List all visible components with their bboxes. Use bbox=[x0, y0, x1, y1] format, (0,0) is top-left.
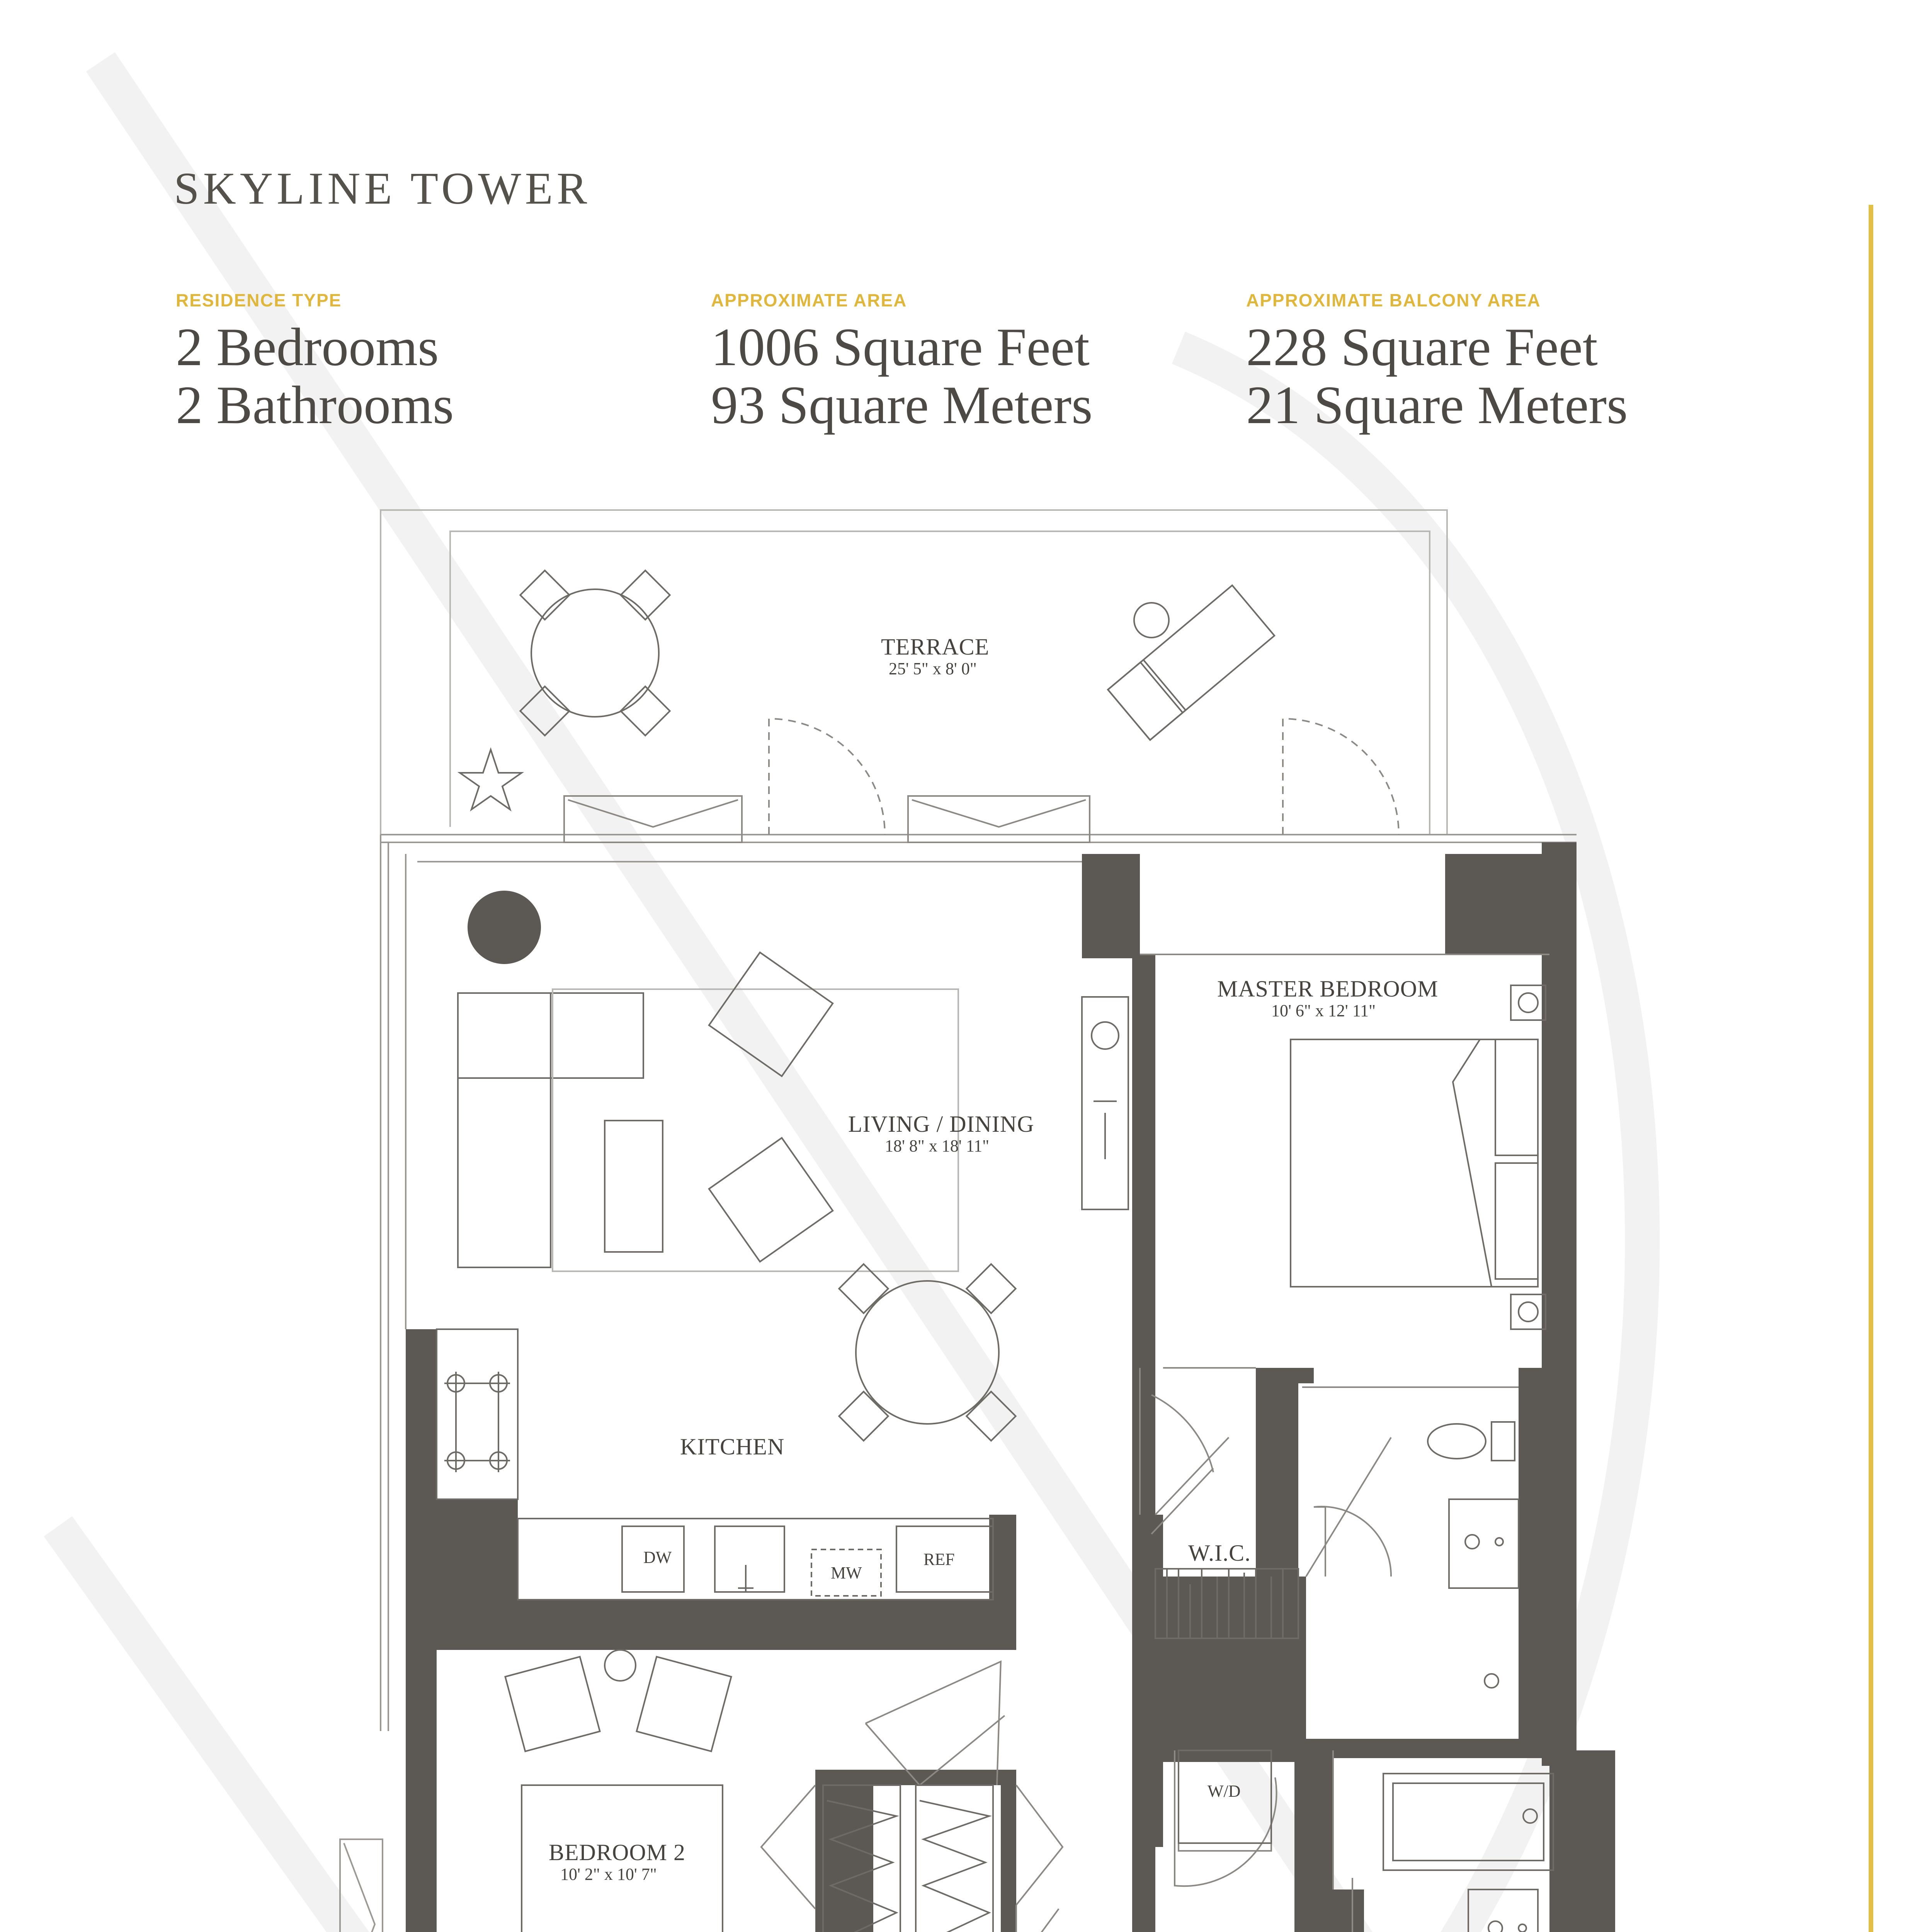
room-label-terrace: TERRACE bbox=[881, 634, 990, 660]
spec-value: 1006 Square Feet bbox=[711, 317, 1090, 377]
spec-label: APPROXIMATE AREA bbox=[711, 290, 907, 310]
room-dim-terrace: 25' 5" x 8' 0" bbox=[889, 659, 977, 678]
spec-value: 2 Bathrooms bbox=[176, 375, 454, 435]
appliance-microwave: MW bbox=[831, 1563, 862, 1582]
room-dim-bedroom-2: 10' 2" x 10' 7" bbox=[560, 1865, 657, 1884]
spec-label: APPROXIMATE BALCONY AREA bbox=[1246, 290, 1541, 310]
spec-value: 2 Bedrooms bbox=[176, 317, 439, 377]
room-label-kitchen: KITCHEN bbox=[680, 1434, 785, 1459]
spec-value: 228 Square Feet bbox=[1246, 317, 1598, 377]
spec-value: 93 Square Meters bbox=[711, 375, 1093, 435]
room-label-master-bedroom: MASTER BEDROOM bbox=[1217, 976, 1439, 1002]
spec-value: 21 Square Meters bbox=[1246, 375, 1628, 435]
room-dim-living-dining: 18' 8" x 18' 11" bbox=[885, 1136, 990, 1155]
room-label-bedroom-2: BEDROOM 2 bbox=[549, 1840, 686, 1865]
room-label-wic: W.I.C. bbox=[1188, 1540, 1251, 1566]
appliance-refrigerator: REF bbox=[923, 1550, 955, 1569]
room-label-living-dining: LIVING / DINING bbox=[848, 1111, 1034, 1137]
spec-label: RESIDENCE TYPE bbox=[176, 290, 342, 310]
appliance-dishwasher: DW bbox=[643, 1548, 672, 1567]
room-dim-master-bedroom: 10' 6" x 12' 11" bbox=[1271, 1001, 1376, 1020]
brand-wordmark: SKYLINE TOWER bbox=[174, 163, 591, 214]
appliance-washer-dryer: W/D bbox=[1208, 1782, 1241, 1801]
